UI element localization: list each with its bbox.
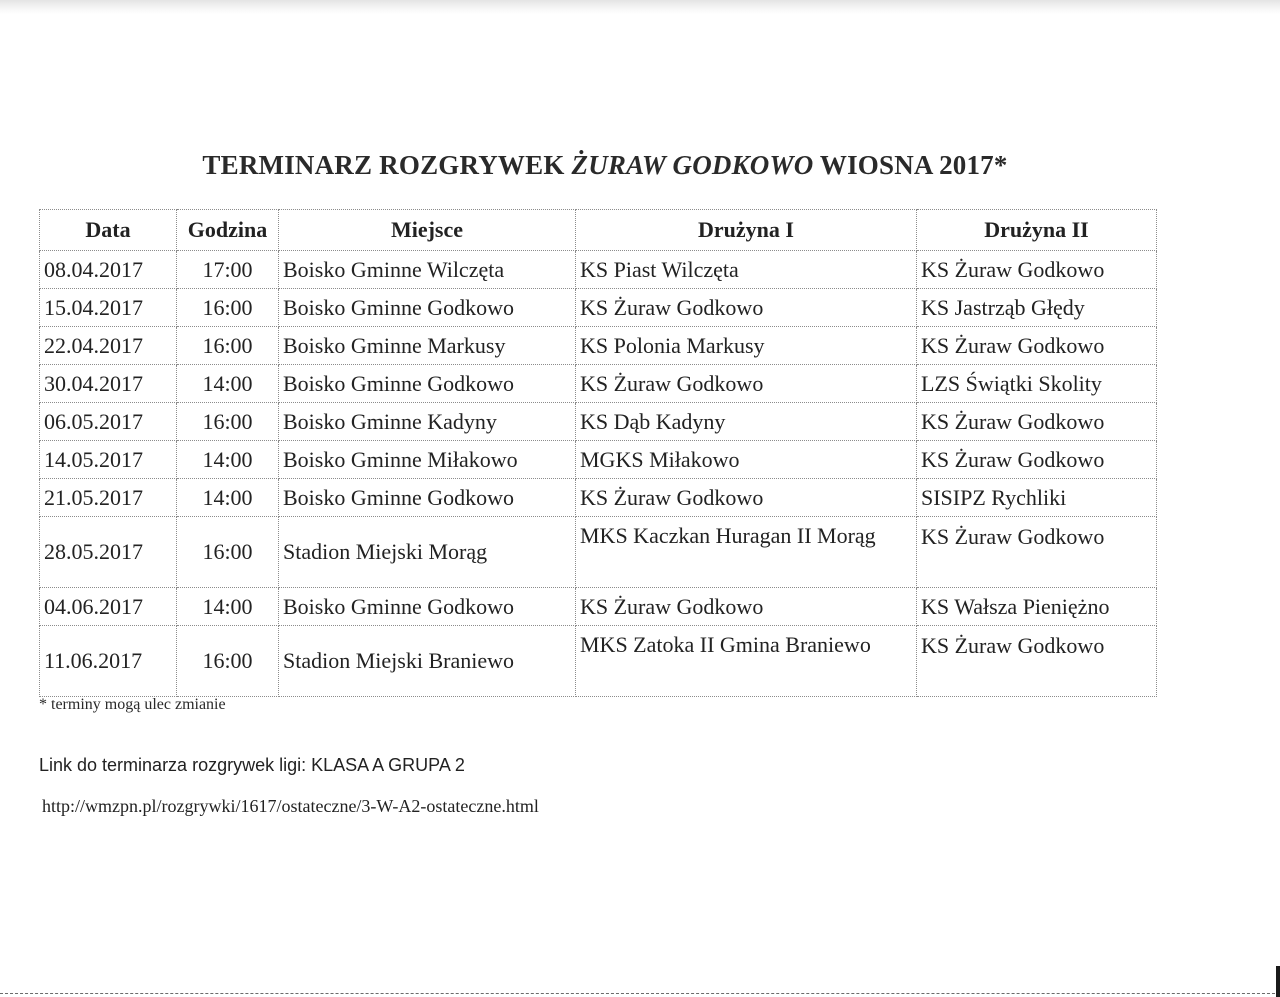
table-header-row: [40, 210, 1157, 251]
cell-team-2: KS Żuraw Godkowo: [917, 441, 1157, 479]
table-row: [40, 251, 1157, 289]
cell-team-2: KS Żuraw Godkowo: [917, 251, 1157, 289]
cell-team-2: KS Wałsza Pieniężno: [917, 588, 1157, 626]
cell-time: 16:00: [177, 327, 279, 365]
table-row: [40, 626, 1157, 697]
footnote: * terminy mogą ulec zmianie: [39, 696, 226, 713]
table-row: [40, 289, 1157, 327]
header-date: Data: [40, 210, 177, 251]
cell-team-2: LZS Świątki Skolity: [917, 365, 1157, 403]
cell-place: Boisko Gminne Godkowo: [279, 365, 576, 403]
cell-team-1: KS Żuraw Godkowo: [576, 588, 917, 626]
title-club-name: ŻURAW GODKOWO: [571, 150, 814, 181]
table-row: [40, 365, 1157, 403]
cell-team-1: MKS Kaczkan Huragan II Morąg: [576, 517, 917, 588]
cell-team-2: SISIPZ Rychliki: [917, 479, 1157, 517]
cell-place: Boisko Gminne Godkowo: [279, 588, 576, 626]
cell-time: 14:00: [177, 588, 279, 626]
page-title: [0, 150, 1210, 181]
cell-date: 14.05.2017: [40, 441, 177, 479]
cell-date: 08.04.2017: [40, 251, 177, 289]
table-row: [40, 517, 1157, 588]
header-team-1: Drużyna I: [576, 210, 917, 251]
table-row: [40, 588, 1157, 626]
title-prefix: TERMINARZ ROZGRYWEK: [202, 150, 572, 181]
cell-date: 22.04.2017: [40, 327, 177, 365]
cell-team-1: KS Piast Wilczęta: [576, 251, 917, 289]
cell-place: Stadion Miejski Braniewo: [279, 626, 576, 697]
cell-time: 16:00: [177, 517, 279, 588]
cell-time: 14:00: [177, 365, 279, 403]
cell-place: Boisko Gminne Markusy: [279, 327, 576, 365]
cell-date: 30.04.2017: [40, 365, 177, 403]
cell-time: 17:00: [177, 251, 279, 289]
scan-edge-shadow: [0, 0, 1280, 14]
cell-place: Stadion Miejski Morąg: [279, 517, 576, 588]
cell-time: 16:00: [177, 626, 279, 697]
title-suffix: WIOSNA 2017*: [813, 150, 1008, 181]
header-time: Godzina: [177, 210, 279, 251]
cell-team-2: KS Jastrząb Głędy: [917, 289, 1157, 327]
cell-team-1: KS Dąb Kadyny: [576, 403, 917, 441]
table-row: [40, 441, 1157, 479]
cell-place: Boisko Gminne Wilczęta: [279, 251, 576, 289]
cell-date: 15.04.2017: [40, 289, 177, 327]
cell-place: Boisko Gminne Miłakowo: [279, 441, 576, 479]
cell-team-2: KS Żuraw Godkowo: [917, 327, 1157, 365]
cell-team-2: KS Żuraw Godkowo: [917, 403, 1157, 441]
table-row: [40, 403, 1157, 441]
cell-team-1: MGKS Miłakowo: [576, 441, 917, 479]
cell-team-1: KS Polonia Markusy: [576, 327, 917, 365]
cell-date: 06.05.2017: [40, 403, 177, 441]
cell-team-2: KS Żuraw Godkowo: [917, 626, 1157, 697]
table-row: [40, 479, 1157, 517]
cell-place: Boisko Gminne Godkowo: [279, 289, 576, 327]
cell-place: Boisko Gminne Kadyny: [279, 403, 576, 441]
table-row: [40, 327, 1157, 365]
cell-date: 28.05.2017: [40, 517, 177, 588]
scan-bottom-edge: [0, 993, 1280, 994]
league-link-label: Link do terminarza rozgrywek ligi: KLASA A GRUPA 2: [39, 755, 465, 775]
cell-date: 04.06.2017: [40, 588, 177, 626]
scan-corner-mark: [1276, 966, 1280, 997]
cell-date: 11.06.2017: [40, 626, 177, 697]
cell-time: 14:00: [177, 479, 279, 517]
cell-team-1: MKS Zatoka II Gmina Braniewo: [576, 626, 917, 697]
cell-time: 16:00: [177, 289, 279, 327]
cell-team-2: KS Żuraw Godkowo: [917, 517, 1157, 588]
cell-time: 16:00: [177, 403, 279, 441]
schedule-table: [39, 209, 1157, 697]
cell-date: 21.05.2017: [40, 479, 177, 517]
cell-team-1: KS Żuraw Godkowo: [576, 365, 917, 403]
league-link-url[interactable]: http://wmzpn.pl/rozgrywki/1617/ostateczne/3-W-A2-ostateczne.html: [42, 796, 539, 816]
header-place: Miejsce: [279, 210, 576, 251]
header-team-2: Drużyna II: [917, 210, 1157, 251]
cell-time: 14:00: [177, 441, 279, 479]
cell-team-1: KS Żuraw Godkowo: [576, 289, 917, 327]
cell-team-1: KS Żuraw Godkowo: [576, 479, 917, 517]
cell-place: Boisko Gminne Godkowo: [279, 479, 576, 517]
